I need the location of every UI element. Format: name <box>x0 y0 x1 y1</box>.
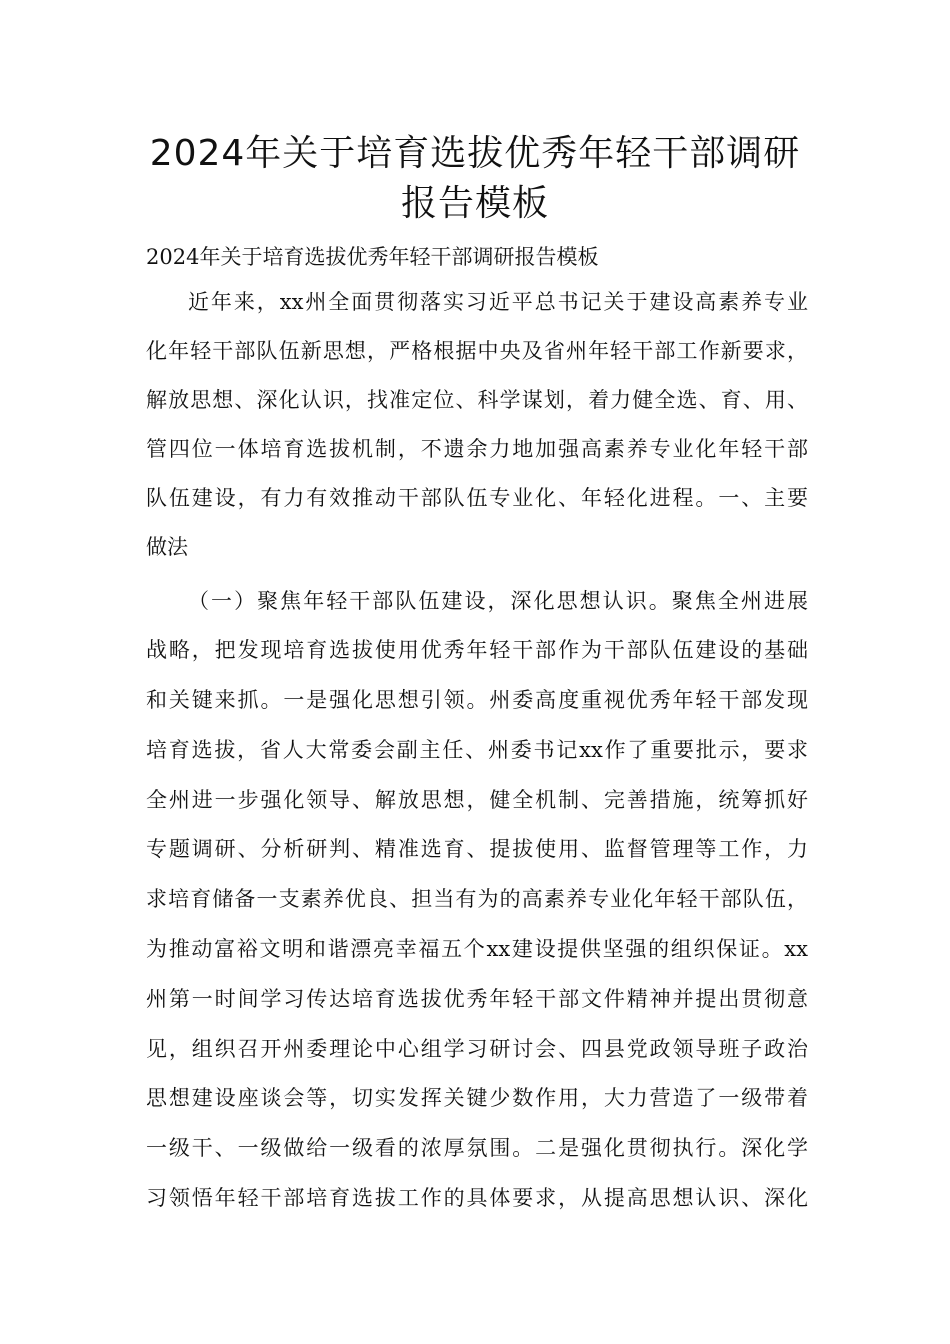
paragraph-line: 管四位一体培育选拔机制，不遗余力地加强高素养专业化年轻干部 <box>146 437 808 461</box>
paragraph-line: 求培育储备一支素养优良、担当有为的高素养专业化年轻干部队伍， <box>146 887 808 911</box>
paragraph-line: 做法 <box>146 535 188 559</box>
paragraph-line: 和关键来抓。一是强化思想引领。州委高度重视优秀年轻干部发现 <box>146 688 808 712</box>
paragraph-line: 习领悟年轻干部培育选拔工作的具体要求，从提高思想认识、深化 <box>146 1186 808 1210</box>
document-title-line-2: 报告模板 <box>400 183 549 224</box>
paragraph-line: （一）聚焦年轻干部队伍建设，深化思想认识。聚焦全州进展 <box>188 589 808 613</box>
paragraph-line: 州第一时间学习传达培育选拔优秀年轻干部文件精神并提出贯彻意 <box>146 987 808 1011</box>
paragraph-line: 队伍建设，有力有效推动干部队伍专业化、年轻化进程。一、主要 <box>146 486 808 510</box>
paragraph-line: 培育选拔，省人大常委会副主任、州委书记xx作了重要批示，要求 <box>146 738 808 762</box>
paragraph-line: 全州进一步强化领导、解放思想，健全机制、完善措施，统筹抓好 <box>146 788 808 812</box>
paragraph-line: 为推动富裕文明和谐漂亮幸福五个xx建设提供坚强的组织保证。xx <box>146 937 808 961</box>
paragraph-line: 近年来，xx州全面贯彻落实习近平总书记关于建设高素养专业 <box>188 290 808 314</box>
paragraph-line: 化年轻干部队伍新思想，严格根据中央及省州年轻干部工作新要求， <box>146 339 808 363</box>
paragraph-line: 解放思想、深化认识，找准定位、科学谋划，着力健全选、育、用、 <box>146 388 808 412</box>
document-subtitle: 2024年关于培育选拔优秀年轻干部调研报告模板 <box>146 245 599 269</box>
paragraph-line: 专题调研、分析研判、精准选育、提拔使用、监督管理等工作，力 <box>146 837 808 861</box>
paragraph-line: 战略，把发现培育选拔使用优秀年轻干部作为干部队伍建设的基础 <box>146 638 808 662</box>
paragraph-line: 一级干、一级做给一级看的浓厚氛围。二是强化贯彻执行。深化学 <box>146 1136 808 1160</box>
document-title-line-1: 2024年关于培育选拔优秀年轻干部调研 <box>149 133 801 174</box>
paragraph-line: 见，组织召开州委理论中心组学习研讨会、四县党政领导班子政治 <box>146 1037 808 1061</box>
paragraph-line: 思想建设座谈会等，切实发挥关键少数作用，大力营造了一级带着 <box>146 1086 808 1110</box>
